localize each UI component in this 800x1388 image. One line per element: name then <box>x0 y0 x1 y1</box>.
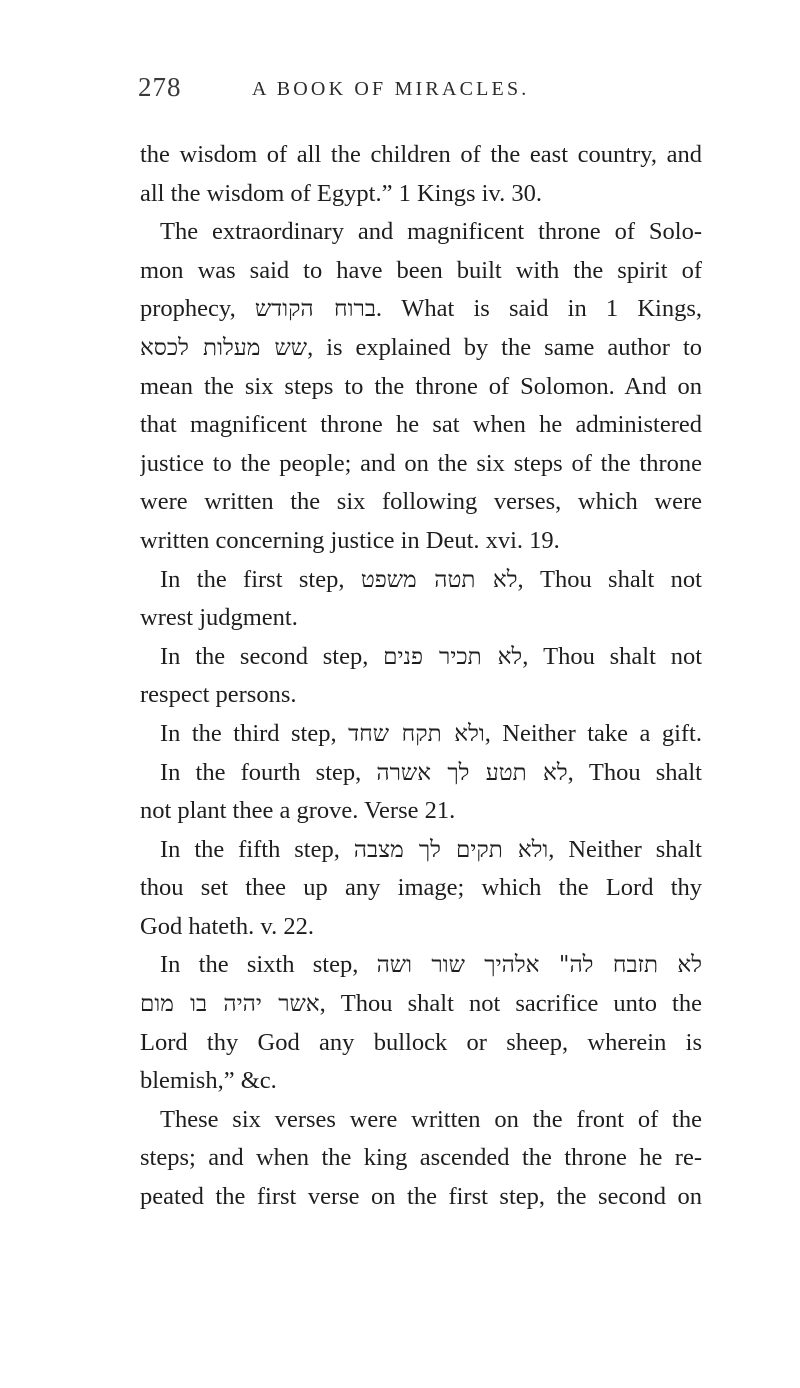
body-text <box>140 136 702 1217</box>
text-line <box>140 715 702 754</box>
text-line <box>140 1178 702 1217</box>
text-segment: peated the first verse on the first step, the second on <box>140 1183 702 1211</box>
text-line <box>140 483 702 522</box>
text-segment: , is explained by the same author to <box>307 333 702 361</box>
text-segment: These six verses were written on the front of the <box>160 1105 702 1133</box>
text-line <box>140 1062 702 1101</box>
text-segment: , Thou shalt <box>567 758 702 786</box>
text-segment: the wisdom of all the children of the east country, and <box>140 141 702 168</box>
text-segment: , Thou shalt not <box>522 642 702 670</box>
hebrew-text: ולא תקח שחד <box>348 720 485 747</box>
text-line <box>140 908 702 947</box>
text-line <box>140 599 702 638</box>
running-head <box>138 72 698 106</box>
text-segment: The extraordinary and magnificent throne of Solo- <box>160 218 702 246</box>
text-segment: In the fifth step, <box>160 835 354 863</box>
text-segment: all the wisdom of Egypt.” 1 Kings iv. 30. <box>140 179 542 207</box>
text-segment: written concerning justice in Deut. xvi. 19. <box>140 526 560 554</box>
hebrew-text: ולא תקים לך מצבה <box>353 836 549 863</box>
text-line <box>140 792 702 831</box>
text-line <box>140 561 702 600</box>
text-segment: justice to the people; and on the six steps of the throne <box>140 449 702 477</box>
hebrew-text: ברוח הקודש <box>254 296 376 323</box>
text-line <box>140 213 702 252</box>
text-segment: mean the six steps to the throne of Solomon. And on <box>140 372 702 400</box>
text-segment: , Neither take a gift. <box>484 719 702 747</box>
text-segment: In the sixth step, <box>160 951 377 979</box>
text-segment: In the first step, <box>160 565 361 593</box>
text-segment: , Thou shalt not sacrifice unto the <box>319 990 702 1018</box>
page-number: 278 <box>138 72 182 102</box>
text-line <box>140 175 702 214</box>
text-line <box>140 869 702 908</box>
text-segment: wrest judgment. <box>140 604 298 632</box>
text-segment: In the third step, <box>160 719 349 747</box>
text-segment: steps; and when the king ascended the throne he re- <box>140 1144 702 1172</box>
text-segment: blemish,” &c. <box>140 1067 277 1095</box>
text-segment: , Neither shalt <box>548 835 702 863</box>
text-line <box>140 1101 702 1140</box>
text-segment: In the second step, <box>160 642 384 670</box>
text-segment: mon was said to have been built with the spirit of <box>140 256 702 284</box>
hebrew-text: לא תזבח לה" אלהיך שור ושה <box>376 952 702 979</box>
text-line <box>140 368 702 407</box>
text-segment: Lord thy God any bullock or sheep, wherein is <box>140 1028 702 1056</box>
text-line <box>140 522 702 561</box>
text-segment: respect persons. <box>140 681 297 709</box>
text-segment: God hateth. v. 22. <box>140 912 314 940</box>
text-line <box>140 831 702 870</box>
hebrew-text: לא תטע לך אשרה <box>376 759 568 786</box>
text-line <box>140 946 702 985</box>
text-segment: prophecy, <box>140 295 255 323</box>
text-segment: In the fourth step, <box>160 758 377 786</box>
text-line <box>140 754 702 793</box>
text-segment: , Thou shalt not <box>517 565 702 593</box>
text-line <box>140 406 702 445</box>
text-line <box>140 252 702 291</box>
text-line <box>140 329 702 368</box>
text-segment: not plant thee a grove. Verse 21. <box>140 797 456 825</box>
hebrew-text: אשר יהיה בו מום <box>140 991 320 1018</box>
text-segment: that magnificent throne he sat when he administered <box>140 411 702 439</box>
hebrew-text: לא תטה משפט <box>360 566 518 593</box>
text-line <box>140 1139 702 1178</box>
hebrew-text: לא תכיר פנים <box>383 643 523 670</box>
text-line <box>140 445 702 484</box>
text-line <box>140 676 702 715</box>
text-segment: were written the six following verses, which were <box>140 488 702 516</box>
text-line <box>140 985 702 1024</box>
book-title: A BOOK OF MIRACLES. <box>252 78 530 100</box>
text-line <box>140 290 702 329</box>
hebrew-text: שש מעלות לכסא <box>140 334 308 361</box>
text-segment: thou set thee up any image; which the Lord thy <box>140 874 702 902</box>
text-line <box>140 1024 702 1063</box>
text-line <box>140 136 702 175</box>
text-line <box>140 638 702 677</box>
text-segment: . What is said in 1 Kings, <box>375 295 702 323</box>
